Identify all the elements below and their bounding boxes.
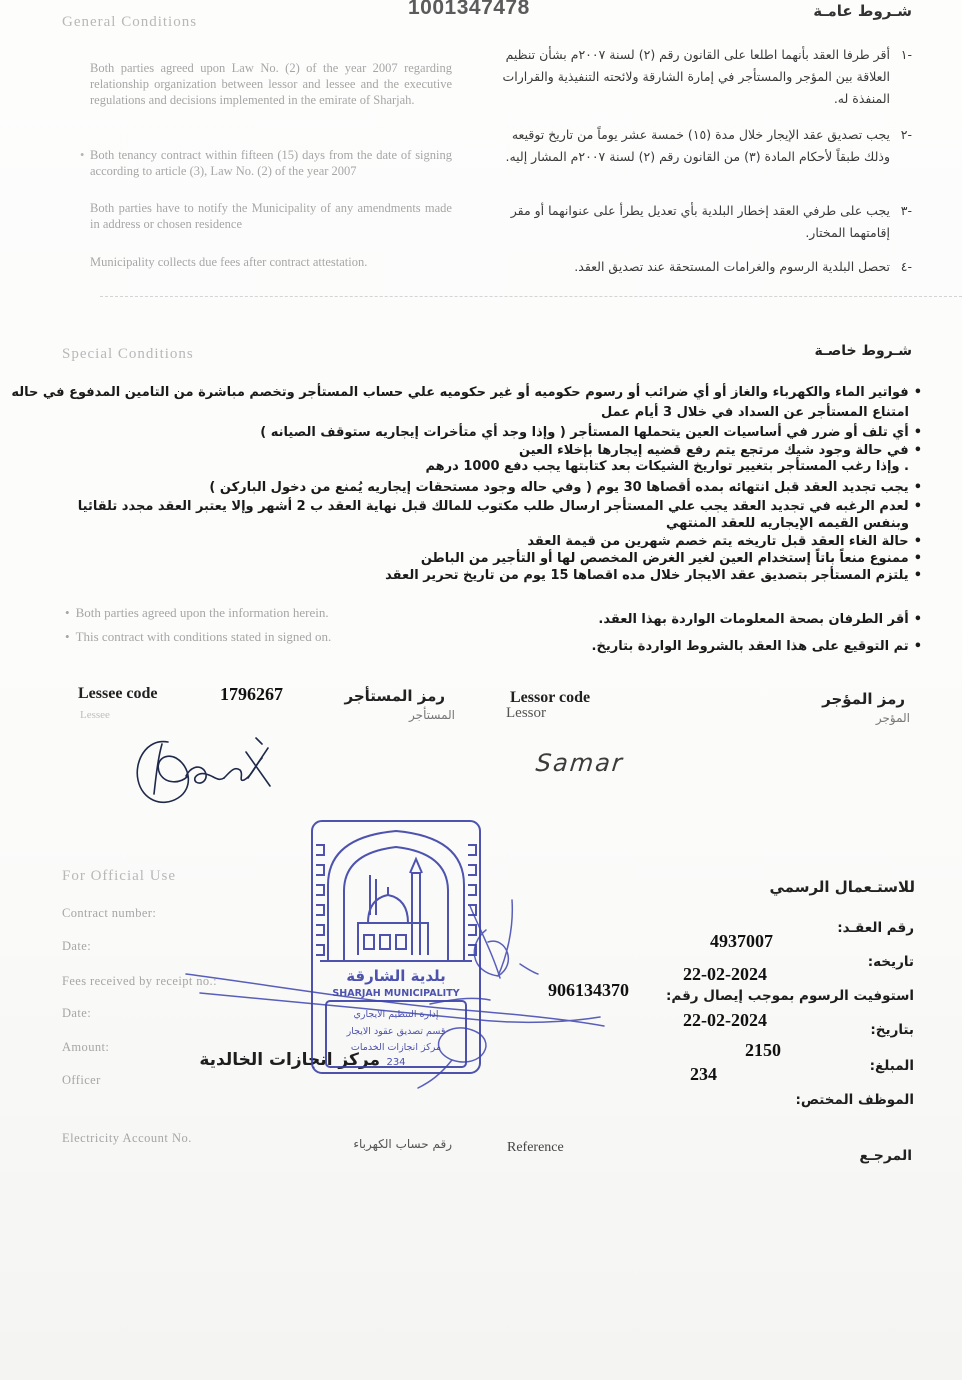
general-condition-en-1: Both parties agreed upon Law No. (2) of the year 2007 regarding relationship organization between lessor and lessee and the executive regulations and decisions implemented in the emirate of Sharjah. bbox=[90, 61, 452, 107]
general-condition-en-3: Both parties have to notify the Municipality of any amendments made in address or chosen residence bbox=[90, 201, 452, 231]
contract-date-label-ar: تاريخه: bbox=[867, 954, 914, 970]
receipt-date-value: 22-02-2024 bbox=[683, 1010, 767, 1030]
special-condition-line: . وإذا رغب المستأجر بتغيير تواريخ الشيكات بعد كتابتها يجب دفع 1000 درهم bbox=[425, 459, 909, 474]
lessee-signature bbox=[128, 728, 288, 816]
lessee-code-value: 1796267 bbox=[220, 684, 283, 704]
stamp-center: مركز انجازات الخدمات bbox=[350, 1042, 442, 1053]
general-condition-ar-number: ١- bbox=[900, 47, 912, 62]
special-condition-line: • فواتير الماء والكهرباء والغاز أو أي ضرائب أو رسوم حكوميه أو غير حكوميه علي حساب المستأجر وتخصم مباشرة من التامين المدفوع في حاله bbox=[11, 384, 922, 401]
receipt-number-value: 906134370 bbox=[548, 980, 629, 1000]
contract-date-label-en: Date: bbox=[62, 939, 92, 953]
special-conditions-title-en: Special Conditions bbox=[62, 346, 194, 362]
lessee-code-label: Lessee code bbox=[78, 685, 158, 702]
general-conditions-title-en: General Conditions bbox=[62, 14, 198, 30]
special-condition-line: • لعدم الرغبه في تجديد العقد يجب علي المستأجر ارسال طلب مكتوب للمالك قبل نهاية العقد ب 2 أشهر وإلا يعتبر العقد مجدد تلقائيا bbox=[78, 498, 922, 515]
stamp-name-ar: بلدية الشارقة bbox=[346, 967, 446, 985]
general-condition-ar-number: ٣- bbox=[900, 203, 912, 218]
stamp-name-en: SHARJAH MUNICIPALITY bbox=[332, 988, 460, 999]
official-use-title-en: For Official Use bbox=[62, 868, 177, 884]
general-condition-ar-number: ٢- bbox=[900, 127, 912, 142]
contract-number-label-en: Contract number: bbox=[62, 906, 157, 920]
officer-label-ar: الموظف المختص: bbox=[795, 1092, 914, 1108]
general-condition-ar-4: تحصل البلدية الرسوم والغرامات المستحقة عند تصديق العقد. bbox=[574, 259, 890, 274]
signing-statement-en: • This contract with conditions stated in signed on. bbox=[65, 629, 331, 645]
reference-label-ar: المرجـع bbox=[859, 1148, 912, 1164]
general-condition-en-4: Municipality collects due fees after contract attestation. bbox=[90, 255, 368, 269]
special-condition-line: وبنفس القيمه الإيجاريه للعقد المنتهي bbox=[665, 516, 909, 531]
special-condition-line: امتناع المستأجر عن السداد في خلال 3 أيام عمل bbox=[601, 405, 909, 420]
lessor-signature: Samar bbox=[534, 749, 626, 777]
municipality-stamp bbox=[300, 815, 490, 1080]
agreement-statement-en: • Both parties agreed upon the information herein. bbox=[65, 605, 329, 621]
general-condition-ar-2: يجب تصديق عقد الإيجار خلال مدة (١٥) خمسة عشر يوماً من تاريخ توقيعه وذلك طبقاً لأحكام المادة (٣) من القانون رقم (٢) لسنة ٢٠٠٧م المشار إليه. bbox=[505, 127, 890, 164]
stamp-section: قسم تصديق عقود الايجار bbox=[346, 1026, 446, 1037]
lessee-code-label-ar: رمز المستأجر bbox=[344, 687, 445, 705]
contract-date-value: 22-02-2024 bbox=[683, 964, 767, 984]
signing-statement-ar: • تم التوقيع على هذا العقد بالشروط الواردة بتاريخ. bbox=[592, 639, 922, 654]
lessor-code-label: Lessor code bbox=[510, 689, 591, 706]
general-condition-ar-3: يجب على طرفي العقد إخطار البلدية بأي تعديل يطرأ على عنوانهما أو مقر إقامتهما المختار. bbox=[510, 203, 890, 240]
lessor-code-label-ar: رمز المؤجر bbox=[822, 690, 905, 708]
officer-label-en: Officer bbox=[62, 1073, 101, 1087]
contract-number-value: 4937007 bbox=[710, 931, 773, 951]
amount-label-en: Amount: bbox=[62, 1040, 110, 1054]
lessee-label: Lessee bbox=[80, 709, 110, 721]
amount-label-ar: المبلغ: bbox=[869, 1058, 914, 1074]
agreement-statement-ar: • أقر الطرفان بصحة المعلومات الواردة بهذا العقد. bbox=[598, 612, 922, 627]
electricity-account-label-en: Electricity Account No. bbox=[62, 1131, 192, 1145]
lessee-label-ar: المستأجر bbox=[409, 708, 455, 722]
lessor-label: Lessor bbox=[506, 705, 546, 721]
section-divider bbox=[100, 296, 962, 297]
special-condition-line: • في حالة وجود شيك مرتجع يتم رفع قضيه إيجارها بإخلاء العين bbox=[519, 442, 922, 459]
receipt-number-label-ar: استوفيت الرسوم بموجب إيصال رقم: bbox=[665, 988, 914, 1004]
general-conditions-title-ar: شـروط عامـة bbox=[813, 2, 912, 20]
receipt-number-label-en: Fees received by receipt no.: bbox=[62, 974, 217, 988]
receipt-date-label-ar: بتاريخ: bbox=[870, 1022, 914, 1038]
amount-value: 2150 bbox=[745, 1040, 781, 1060]
reference-label-en: Reference bbox=[507, 1140, 564, 1155]
special-condition-line: • حالة الغاء العقد قبل تاريخه يتم خصم شهرين من قيمة العقد bbox=[527, 533, 922, 550]
receipt-date-label-en: Date: bbox=[62, 1006, 92, 1020]
special-condition-line: • ممنوع منعاً باتاً إستخدام العين لغير الغرض المخصص لها أو التأجير من الباطن bbox=[421, 550, 922, 567]
service-center-name: مركز انجازات الخالدية bbox=[199, 1050, 380, 1070]
general-condition-ar-1: أقر طرفا العقد بأنهما اطلعا على القانون رقم (٢) لسنة ٢٠٠٧م بشأن تنظيم العلاقة بين المؤجر والمستأجر في إمارة الشارقة ولائحته التنفيذية والقرارات المنفذة له. bbox=[502, 47, 890, 106]
stamp-code: 234 bbox=[386, 1057, 406, 1068]
special-condition-line: • يلتزم المستأجر بتصديق عقد الايجار خلال مده اقصاها 15 يوم من تاريخ تحرير العقد bbox=[385, 567, 922, 584]
contract-number-label-ar: رقم العقـد: bbox=[837, 920, 914, 936]
general-condition-en-2: • Both tenancy contract within fifteen (15) days from the date of signing according to article (3), Law No. (2) of the year 2007 bbox=[90, 147, 452, 179]
contract-serial-number: 1001347478 bbox=[408, 0, 530, 19]
lessor-label-ar: المؤجر bbox=[875, 711, 910, 725]
stamp-department: إدارة التنظيم الايجاري bbox=[353, 1009, 439, 1020]
official-use-title-ar: للاستـعمال الرسمي bbox=[769, 878, 915, 896]
electricity-account-label-ar: رقم حساب الكهرباء bbox=[353, 1137, 452, 1151]
special-condition-line: • أي تلف أو ضرر في أساسيات العين يتحملها المستأجر ( وإذا وجد أي متأخرات إيجاريه ستوقف الصيانه ) bbox=[260, 424, 922, 441]
special-conditions-title-ar: شـروط خاصـة bbox=[814, 343, 912, 359]
officer-value: 234 bbox=[690, 1064, 717, 1084]
general-condition-ar-number: ٤- bbox=[900, 259, 912, 274]
special-condition-line: • يجب تجديد العقد قبل انتهائه بمده أقصاها 30 يوم ( وفي حاله وجود مستحقات إيجاريه يُمنع من دخول الباركن ) bbox=[209, 479, 922, 496]
